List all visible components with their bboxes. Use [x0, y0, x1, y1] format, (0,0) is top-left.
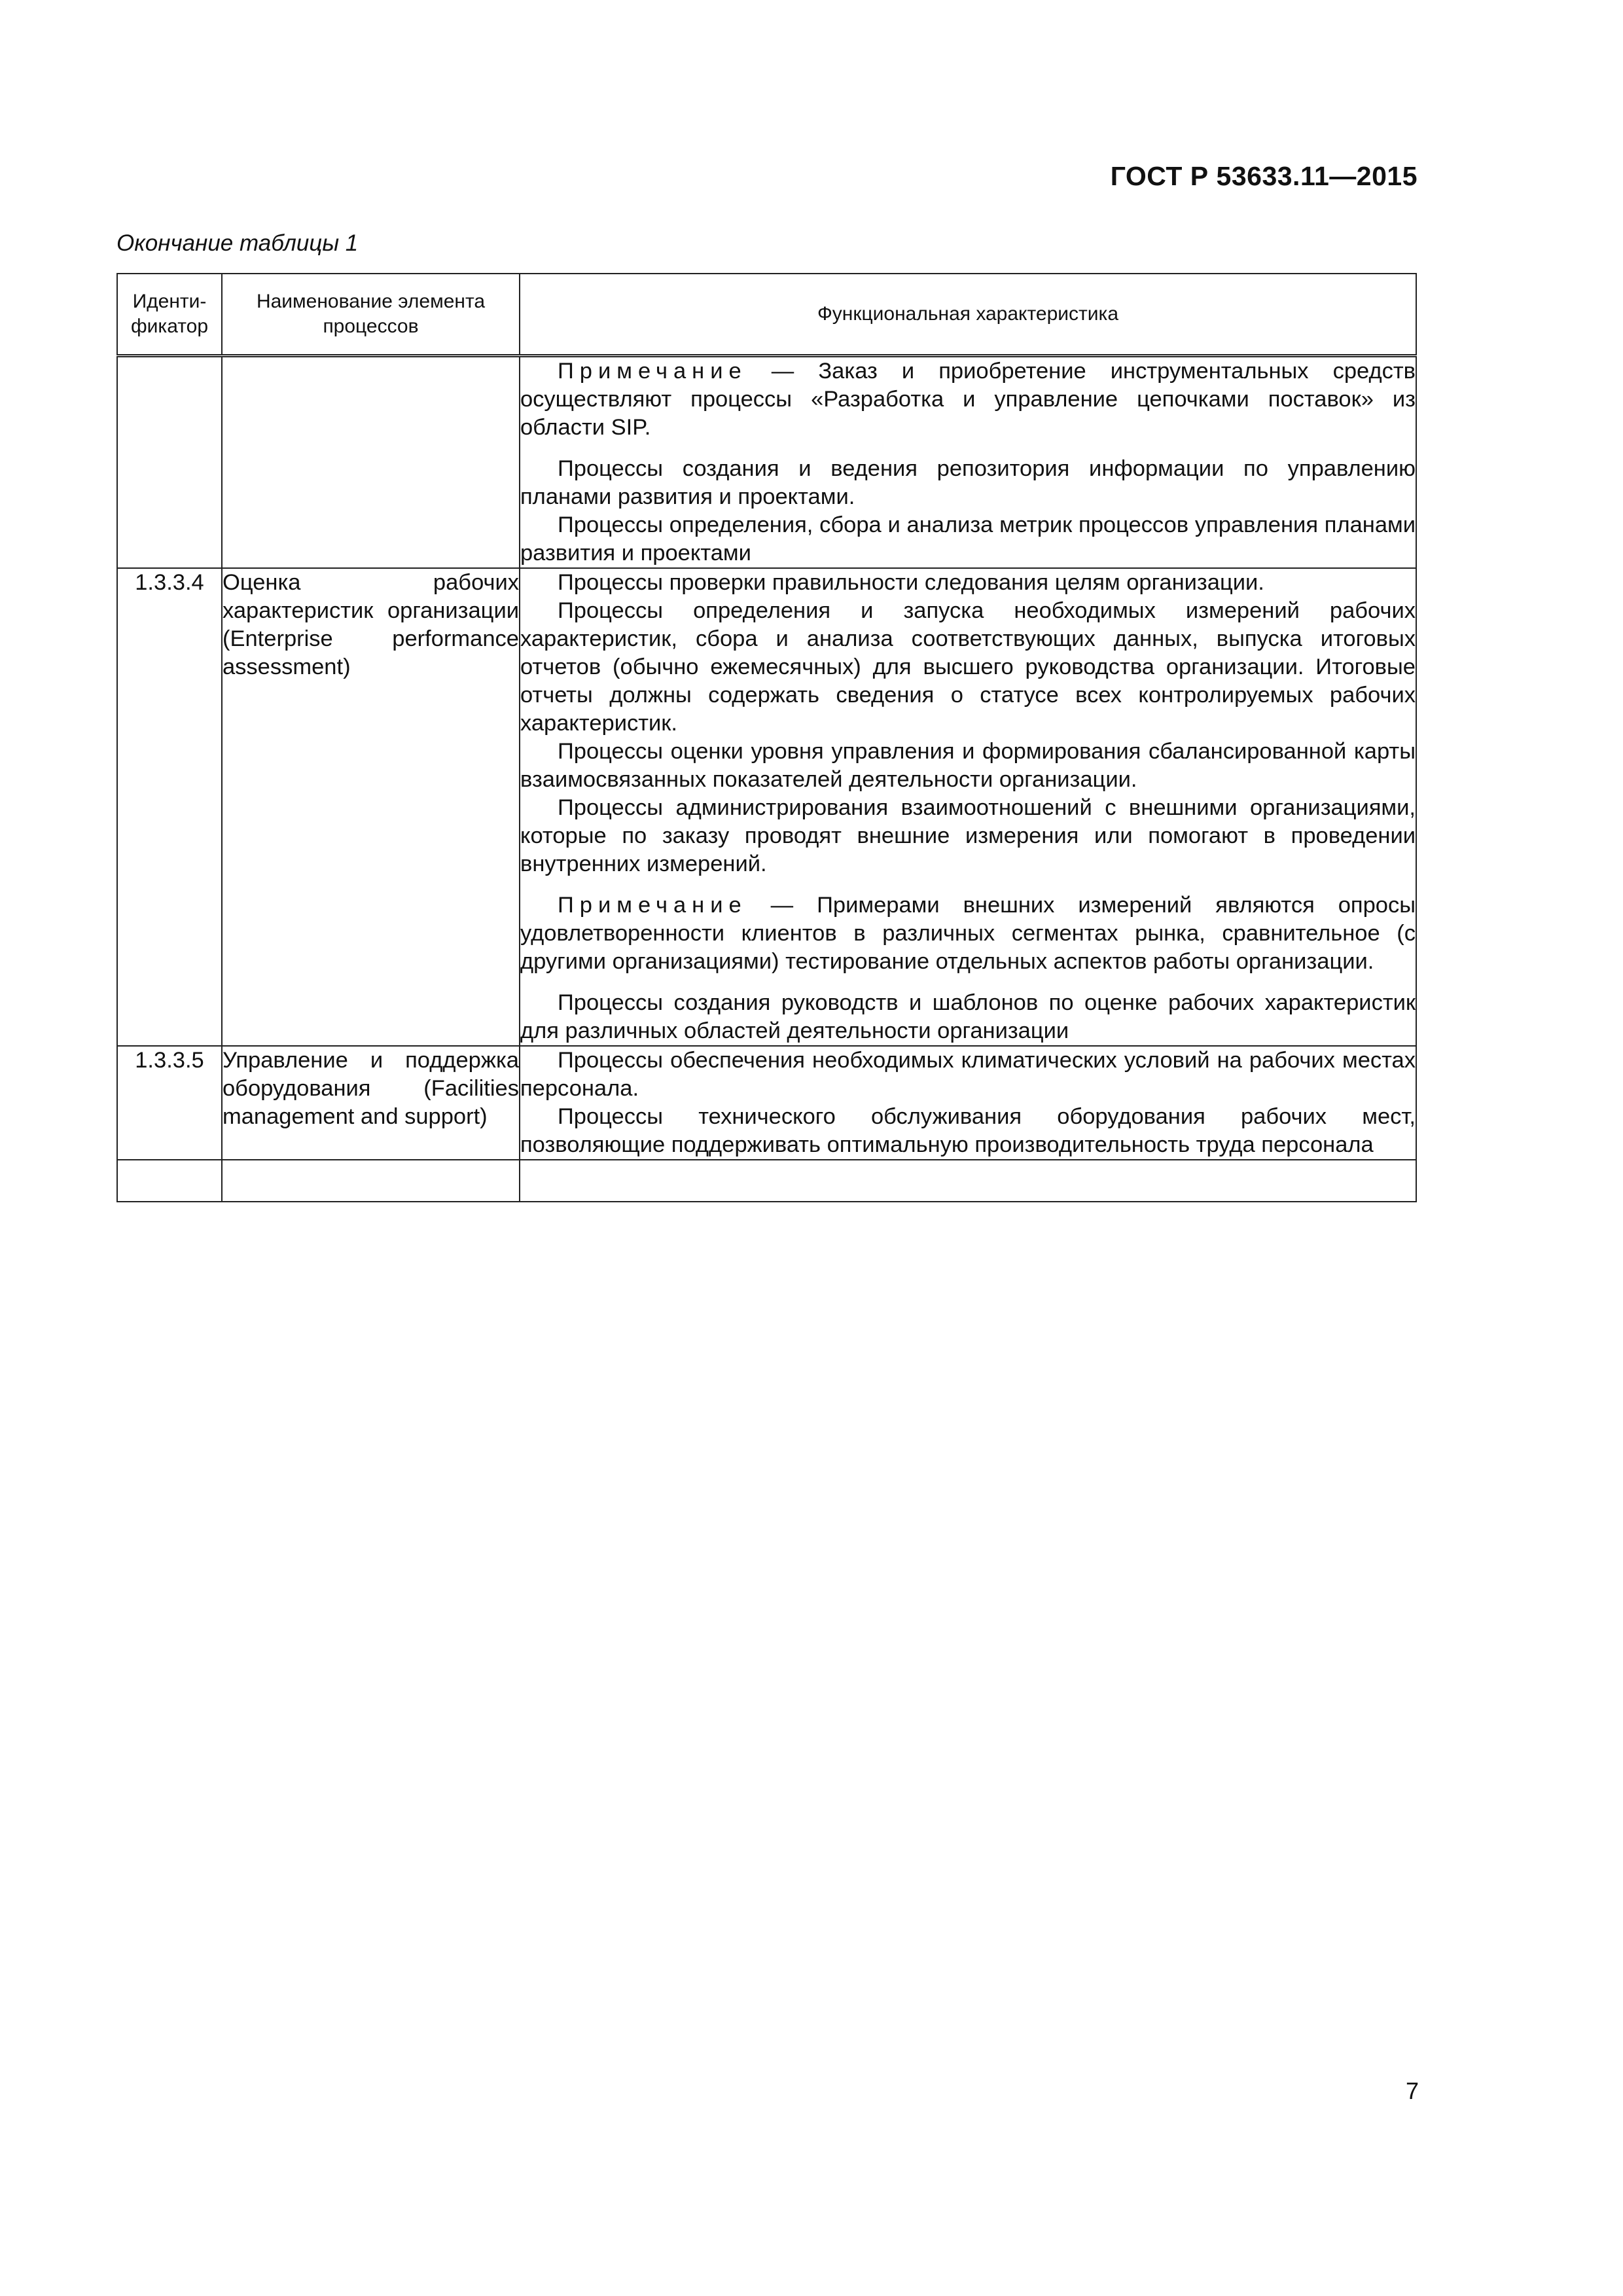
function-paragraph: Процессы создания руководств и шаблонов по оценке рабочих характеристик для различных областей деятельности организации	[520, 990, 1416, 1043]
function-paragraph: Процессы обеспечения необходимых климатических условий на рабочих местах персонала.	[520, 1048, 1416, 1101]
row-name: Управление и поддержка оборудования (Facilities management and support)	[222, 1046, 520, 1160]
empty-cell	[520, 1160, 1416, 1202]
note-text: — Заказ и приобретение инструментальных средств осуществляют процессы «Разработка и управление цепочками поставок» из области SIP.	[520, 359, 1416, 440]
page-number: 7	[1405, 2077, 1419, 2104]
table-row	[117, 1046, 1416, 1160]
function-paragraph: Процессы определения, сбора и анализа метрик процессов управления планами развития и проектами	[520, 512, 1416, 565]
empty-cell	[117, 1160, 222, 1202]
table-row	[117, 568, 1416, 1046]
note-label: Примечание	[558, 359, 747, 384]
table-row-empty	[117, 1160, 1416, 1202]
note	[520, 357, 1416, 442]
table-header-row	[117, 274, 1416, 356]
note-label: Примечание	[558, 893, 747, 918]
row-id: 1.3.3.4	[117, 568, 222, 1046]
row-id: 1.3.3.5	[117, 1046, 222, 1160]
function-paragraph: Процессы проверки правильности следования целям организации.	[558, 570, 1264, 595]
processes-table	[116, 273, 1417, 1202]
column-header-name: Наименование элемента процессов	[222, 274, 520, 356]
table-row	[117, 356, 1416, 569]
note-text: — Примерами внешних измерений являются опросы удовлетворенности клиентов в различных сегментах рынка, сравнительное (с другими организациями) тестирование отдельных аспектов работы организации.	[520, 893, 1416, 974]
row-function	[520, 356, 1416, 569]
row-function	[520, 568, 1416, 1046]
column-header-id: Иденти-фикатор	[117, 274, 222, 356]
row-name: Оценка рабочих характеристик организации (Enterprise performance assessment)	[222, 568, 520, 1046]
table-caption: Окончание таблицы 1	[116, 230, 359, 256]
function-paragraph: Процессы оценки уровня управления и формирования сбалансированной карты взаимосвязанных показателей деятельности организации.	[520, 739, 1416, 792]
document-code: ГОСТ Р 53633.11—2015	[1110, 161, 1418, 191]
function-paragraph: Процессы технического обслуживания оборудования рабочих мест, позволяющие поддерживать оптимальную производительность труда персонала	[520, 1104, 1416, 1157]
function-paragraph: Процессы администрирования взаимоотношений с внешними организациями, которые по заказу проводят внешние измерения или помогают в проведении внутренних измерений.	[520, 795, 1416, 876]
row-function	[520, 1046, 1416, 1160]
row-name	[222, 356, 520, 569]
row-id	[117, 356, 222, 569]
function-paragraph: Процессы создания и ведения репозитория информации по управлению планами развития и проектами.	[520, 456, 1416, 509]
column-header-function: Функциональная характеристика	[520, 274, 1416, 356]
function-paragraph: Процессы определения и запуска необходимых измерений рабочих характеристик, сбора и анализа соответствующих данных, выпуска итоговых отчетов (обычно ежемесячных) для высшего руководства организации. Итоговые отчеты должны содержать сведения о статусе всех контролируемых рабочих характеристик.	[520, 598, 1416, 736]
note	[520, 891, 1416, 976]
empty-cell	[222, 1160, 520, 1202]
